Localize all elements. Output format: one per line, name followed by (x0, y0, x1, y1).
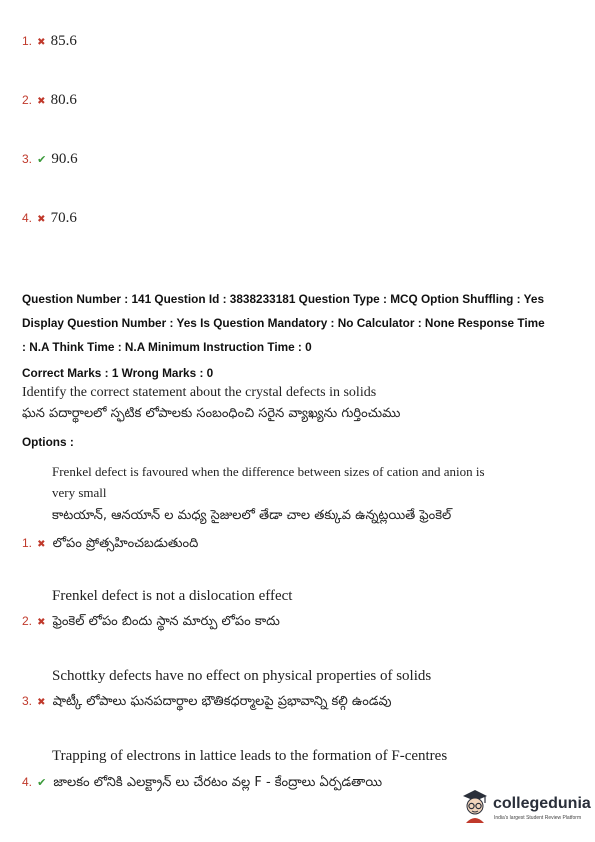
wrong-mark-icon: ✖ (37, 37, 46, 48)
option-value: 90.6 (51, 151, 78, 167)
option-value: 85.6 (50, 33, 77, 49)
option-value: 70.6 (50, 210, 77, 226)
wrong-mark-icon: ✖ (37, 96, 46, 107)
option-1-english-line-2: very small (52, 485, 107, 500)
option-1 (22, 532, 198, 554)
correct-check-icon: ✔ (37, 776, 47, 789)
option-3-english: Schottky defects have no effect on physical properties of solids (52, 668, 432, 684)
option-number: 4. (22, 211, 33, 225)
option-2-english: Frenkel defect is not a dislocation effect (52, 588, 293, 604)
student-avatar-icon (460, 787, 490, 823)
wrong-mark-icon: ✖ (37, 617, 46, 628)
prev-option-3 (22, 148, 78, 168)
prev-option-1 (22, 30, 77, 50)
wrong-mark-icon: ✖ (37, 539, 46, 550)
option-4-english: Trapping of electrons in lattice leads to the formation of F-centres (52, 748, 448, 764)
wrong-mark-icon: ✖ (37, 214, 46, 225)
option-value: 80.6 (50, 92, 77, 108)
option-2 (22, 610, 280, 632)
option-number: 4. (22, 775, 33, 789)
option-number: 2. (22, 93, 33, 107)
question-meta-line-2: Display Question Number : Yes Is Question Mandatory : No Calculator : None Response Time (22, 316, 545, 330)
logo-wordmark: collegedunia (493, 795, 591, 812)
option-number: 2. (22, 614, 33, 628)
question-text-english: Identify the correct statement about the crystal defects in solids (22, 385, 377, 400)
question-meta-line-3: : N.A Think Time : N.A Minimum Instruction Time : 0 (22, 340, 312, 354)
collegedunia-logo (460, 787, 590, 827)
option-number: 1. (22, 536, 33, 550)
prev-option-4 (22, 207, 77, 227)
question-meta-line-1: Question Number : 141 Question Id : 3838233181 Question Type : MCQ Option Shuffling : Yes (22, 292, 545, 306)
options-label: Options : (22, 435, 74, 449)
option-4-telugu: జాలకం లోనికి ఎలక్ట్రాన్ లు చేరటం వల్ల F - కేంద్రాలు ఏర్పడతాయి (53, 775, 383, 790)
question-text-telugu: ఘన పదార్థాలలో స్ఫటిక లోపాలకు సంబంధించి సరైన వ్యాఖ్యను గుర్తించుము (22, 406, 401, 421)
option-4 (22, 771, 382, 793)
option-1-telugu-line-1: కాటయాన్, ఆనయాన్ ల మధ్య సైజులలో తేడా చాల తక్కువ ఉన్నట్లయితే ఫ్రెంకెల్ (52, 508, 452, 523)
prev-option-2 (22, 89, 77, 109)
marks-info: Correct Marks : 1 Wrong Marks : 0 (22, 366, 214, 380)
logo-tagline: India's largest Student Review Platform (494, 815, 582, 821)
option-number: 3. (22, 152, 33, 166)
correct-check-icon: ✔ (37, 153, 47, 166)
wrong-mark-icon: ✖ (37, 697, 46, 708)
option-3-telugu: షాట్కీ లోపాలు ఘనపదార్థాల భౌతికధర్మాలపై ప్రభావాన్ని కల్గి ఉండవు (52, 694, 392, 709)
option-number: 1. (22, 34, 33, 48)
option-1-english-line-1: Frenkel defect is favoured when the difference between sizes of cation and anion is (52, 464, 485, 479)
option-number: 3. (22, 694, 33, 708)
option-3 (22, 690, 391, 712)
option-2-telugu: ఫ్రెంకెల్ లోపం బిందు స్థాన మార్పు లోపం కాదు (52, 614, 280, 629)
option-1-telugu-line-2: లోపం ప్రోత్సహించబడుతుంది (52, 536, 199, 551)
